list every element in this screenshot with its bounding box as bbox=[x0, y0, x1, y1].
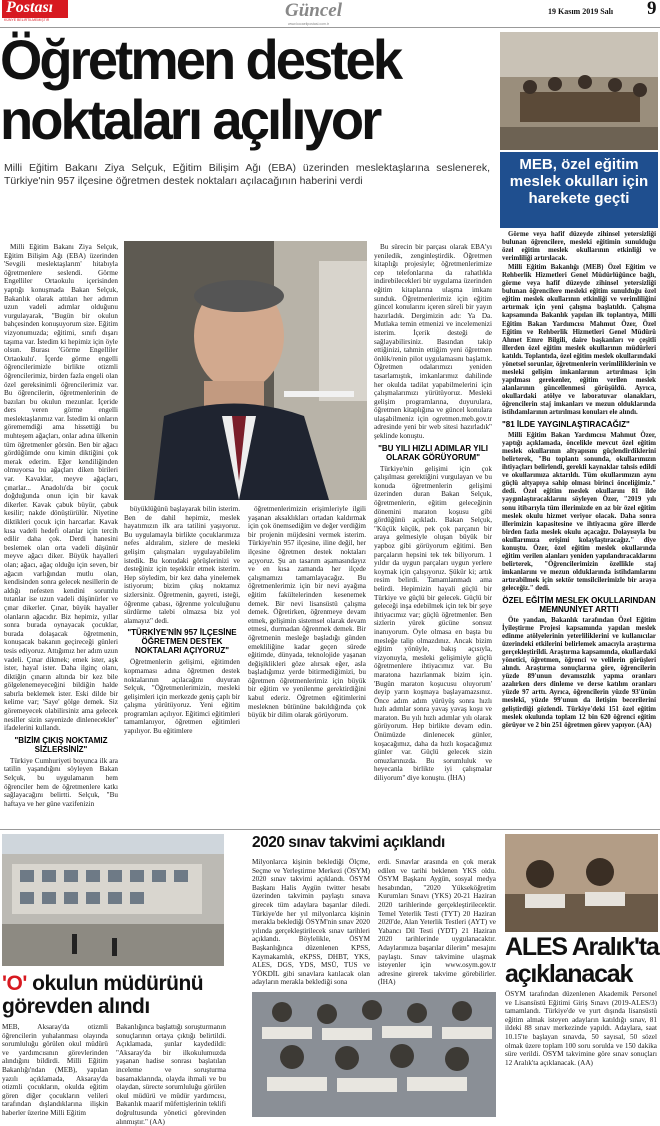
main-lead: Milli Eğitim Bakanı Ziya Selçuk, Eğitim Bilişim Ağı (EBA) üzerinden meslektaşlarına seslenerek, Türkiye'nin 957 ilçesine öğretmen destek noktaları açılacağının haberini verdi bbox=[4, 162, 490, 187]
issue-date: 19 Kasım 2019 Salı bbox=[548, 7, 614, 16]
section-title: Güncel bbox=[285, 0, 342, 21]
school-column-1: MEB, Aksaray'da otizmli öğrencilerin yuhalanması olayında sorumluluğu görülen okul müdürü ve yardımcısının görevlerinden alındığını bildirdi. Milli Eğitim Bakanlığı'ndan (MEB), yapılan yazılı açıklamada, Aksaray'da otizmli çocukların, okulda eğitim gören diğer çocukların velileri tarafından dışlandıklarına ilişkin haberler üzerine Milli Eğitim bbox=[2, 1023, 108, 1117]
main-col1-text: Milli Eğitim Bakanı Ziya Selçuk, Eğitim Bilişim Ağı (EBA) üzerinden 'Sevgili meslektaşlarım' hitabıyla öğretmenlere seslendi. Görme Engelliler Ortaokulu içerisinden yaptığı konuşmada Bakan Selçuk, Bakanlık olarak attıları her adımın uzun vadeli adımlar olduğunu vurgulayarak, "Bugün bir okulun bahçesinden konuşuyorum size. Eğitim vizyonumuzda; eğitimi, sınıfı dışarı taşıma var. İstedim ki hepimiz için öyle olsun. Burası 'Görme Engelliler Ortaokulu'. İçerde görme engelli öğrencilerimizle birlikte otizmli öğrencilerimiz, birden fazla engeli olan özel gereksinimli öğrencilerimiz var. Bu öğrencilerin, öğretmenlerinin de bazıları bu okulun mezunlar. İçeride ders veren görme engelli meslektaşlarımız var. İstedim ki onların görememdiği ama hissettiği bu muhteşem ağaçları, onlar adına ülkenin tüm öğretmenler görsün. Ben bir ağacı gördüğümde onu kimin diktiğini çok merak ederim. Eğer kendiliğinden olmuyorsa bu ağaçları diken birileri var. Kavaklar, meyve ağaçları, çınarlar... Anadolu'da bir çocuk doğduğunda onun için bir kavak dikerler. Kavak çabuk büyür, çabuk kesilir; nakde dönüştürülür. Niyetine diktikleri çocuk için harcarlar. Kavak kısa vadeli hedefi olanlar için tercih edilir daha çok. Derdi hanesini beslemek olan orta vadeli düşünür meyve ağacı diker. Büyük hayalleri olan; ağacı, ağaç olduğu için seven, bir ağacın varlığından mutlu olan, kendisinden sonra gelecek nesillerin de aldığı nefesten kendini sorumlu tutanlar ise uzun vadeli düşünürler ve çınar dikerler. Çınar, büyük hayaller olanların ağacıdır. Biz hepimiz, yıllar sonra burada oynayacak çocuklar, burada dolaşacak öğretmenin, konuşacak bakanın geçireceği günleri tesis ediyoruz. Attığımız her adım uzun vadeli. Çınar dikmek; emek ister, aşk ister, hayal ister. Daha ilginç olanı, diktiğin çınarın altında bir kez bile gölgelenemeyeceğini bildiğin halde sabırla beklemek ister. Eski dilde bir kelime var; 'Saye' gölge demek. Siz göremeyecek olabilirsiniz ama gelecek nesiller sizin sayenizde dinlenecekler" ifadelerini kullandı. bbox=[4, 243, 118, 733]
logo bbox=[2, 0, 68, 18]
main-subhead-2: "TÜRKİYE'NİN 957 İLÇESİNE ÖĞRETMEN DESTEK NOKTALARI AÇIYORUZ" bbox=[127, 628, 237, 656]
sidebar-text-3: Öte yandan, Bakanlık tarafından Özel Eğitim İyileştirme Projesi kapsamında yapılan meslek edinme atölyelerinin yeterliliklerini ve kullanıcılar üzerindeki etkilerini belirlemek amacıyla araştırma gerçekleştirildi. Araştırma kapsamında, okullardaki yönetici, öğretmen, öğrenci ve velilerin görüşleri alındı. Araştırma sonuçlarına göre, öğrencilerin yüzde 89'unun devamsızlık yapma oranları azalırken ders dinleme ve derse katılım oranları yüzde 97 arttı. Ayrıca, öğrencilerin yüzde 93'ünün meslekî, yüzde 99'unun da iletişim becerilerini geliştirdiği gözlendi. Türkiye'deki 151 özel eğitim meslek okulunda toplam 12 bin 620 öğrenci eğitim görüyor ve 2 bin 251 öğretmen görev yapıyor. (AA) bbox=[502, 617, 656, 729]
sidebar-text-2: Milli Eğitim Bakan Yardımcısı Mahmut Özer, yaptığı açıklamada, öncelikle mevcut özel eğitim meslek okullarının altyapısını güçlendirdiklerini belirterek, "Bu toplantı sonunda, okullarımızın ihtiyaçları belirlendi, gerekli kaynaklar tahsis edildi ve okullarımıza aktarıldı. Tüm okullarımızın aynı güçlü altyapıya sahip olması birinci önceliğimiz." dedi. Özel eğitim meslek okullarını 81 ilde yaygınlaştıracaklarını söyleyen Özer, "2019 yılı sonu itibarıyla tüm illerimizde en az bir özel eğitim meslek okulu hizmet veriyor olacak. Daha sonra illerimizin kapasitesine ve ihtiyacına göre illerde birden fazla meslek okulu açacağız. Dolayısıyla bu okullarımıza erişimi kolaylaştıracağız." diye konuştu. Özer, özel eğitim meslek okullarında eğitim verilen alanları yeniden yapılandıracaklarını belirterek, "Öğrencilerimizin özellikle staj imkanlarını ve mezun olduklarında istihdamlarını artırabilmek için sektör temsilcilerimizle bir araya geleceğiz." dedi. bbox=[502, 432, 656, 592]
minister-photo-art bbox=[124, 241, 367, 500]
main-col1-text-b: Türkiye Cumhuriyeti boyunca ilk ara tatilin yaşandığını söyleyen Bakan Selçuk, bu uygulamanın hem öğrenciler hem de öğretmenlere katkı sağlayacağını belirtti. Selçuk, "Bu haftaya ve her güne vazifenizin bbox=[4, 756, 118, 808]
school-headline-quote: 'O' bbox=[2, 972, 27, 995]
minister-photo bbox=[124, 241, 367, 500]
ales-photo bbox=[505, 834, 658, 932]
main-column-4 bbox=[374, 243, 492, 817]
headline-line-2: noktaları açılıyor bbox=[0, 88, 380, 151]
main-subhead-3: "BU YILI HIZLI ADIMLAR YILI OLARAK GÖRÜYORUM" bbox=[378, 443, 488, 462]
meeting-photo-art bbox=[500, 32, 658, 150]
sidebar-subhead-1: "81 İLDE YAYGINLAŞTIRACAĞIZ" bbox=[502, 420, 630, 430]
main-col4-text-b: Türkiye'nin gelişimi için çok çalışılması gerektiğini vurgulayan ve bu konuda öğretmenlerin gelişimi üzerinden duran Bakan Selçuk, öğretmenlerin, eğitim geleceğinin dönemini maraton koşusu gibi gördüğünü açıkladı. Bakan Selçuk, "Küçük küçük, pek çok parçanın bir araya gelmesiyle oluşan büyük bir yapboz gibi görüyorum eğitimi. Ben parçaların hepsini tek tek biliyorum. 1 yıldır da uygun parçaları uygun yerlere koymak için çalışıyoruz. Şükür ki; artık resim belirdi. Tamamlanmadı ama belirdi. Hepimizin hayali güçlü bir Türkiye ve güçlü bir gelecek. Güçlü bir geleceği inşa edebilmek için tek bir şeye ihtiyacımız var; güçlü öğretmenler. Ben sizlerin yürek gücüne sonsuz inanıyorum. Öyle olmasa en başta bu mesleğe talip olmazdınız. Ancak bizim eğitim yönüyle, bakış açısıyla, vizyonuyla, mesleki gelişimiyle güçlü öğretmenlere ihtiyacımız var. Bu maratona hazırlanmak bizim için. 'Bugün maraton koşucusu oluyorum' deyip yarın koşmaya başlayamazsınız. Önce adım adım yürüyüş sonra hızlı hızlı adımlar sonra yavaş yavaş koşu ve maraton. Bu yılı hızlı adımlar yılı olarak görüyorum. Hep birlikte devam edin. Önümüzde dinlenecek günler, koşacağımız, daha da hızlı koşacağımız günler var. Güçlü gelecek sizin omuzlarınızda. Bu sorumluluk ve heyecanla birlikte iyi çalışmalar diliyorum" diye konuştu. (İHA) bbox=[374, 464, 492, 783]
ales-body: ÖSYM tarafından düzenlenen Akademik Personel ve Lisansüstü Eğitimi Giriş Sınavı (2019-ALES/3) tamamlandı. Türkiye'de ve yurt dışında lisansüstü eğitim almak isteyen adayların katıldığı sınav, 81 ildeki 88 sınav merkezinde yapıldı. Adaylara, saat 10.15'te başlayan sınavda, 50 sayısal, 50 sözel olmak üzere toplam 100 soru sorulda ve 150 dakika süre verildi. ÖSYM takvimine göre sınav sonuçları 12 Aralık'ta açıklanacak. (AA) bbox=[505, 990, 657, 1067]
logo-tagline: KÜNYE BELİRTİLMEMİŞTİR bbox=[4, 18, 50, 22]
page-number: 9 bbox=[647, 0, 657, 19]
main-column-1 bbox=[4, 243, 118, 817]
meeting-photo bbox=[500, 32, 658, 150]
logo-text: Postası bbox=[6, 0, 54, 16]
sidebar-subhead-2: ÖZEL EĞİTİM MESLEK OKULLARINDAN MEMNUNİYET ARTTI bbox=[502, 596, 656, 615]
school-headline bbox=[2, 972, 224, 1018]
headline-line-1: Öğretmen destek bbox=[0, 28, 401, 91]
sidebar-headline: MEB, özel eğitim meslek okulları için harekete geçti bbox=[500, 152, 658, 228]
school-photo-art bbox=[2, 834, 224, 966]
main-col2-text-b: Öğretmenlerin gelişimi, eğitimden kopmaması adına öğretmen destek noktalarının açılacağını duyuran Selçuk, "Öğretmenlerimizin, mesleki gelişimleri için merkezde geniş çaplı bir çalışma yürütüyoruz. Yeni eğitim programları açılıyor. Eğitimci eğitimleri tamamlanıyor, öğretmen eğitimleri yapılıyor. Bu eğitimlere bbox=[124, 658, 240, 736]
ales-photo-art bbox=[505, 834, 658, 932]
sidebar-body bbox=[502, 231, 656, 827]
exam-photo bbox=[252, 992, 496, 1117]
main-subhead-1: "BİZİM ÇIKIŞ NOKTAMIZ SİZLERSİNİZ" bbox=[14, 735, 108, 754]
sinav-headline: 2020 sınav takvimi açıklandı bbox=[252, 834, 445, 851]
school-column-2: Bakanlığınca başlattığı soruşturmanın sonuçlarının ortaya çıktığı belirtildi. Açıklamada, şunlar kaydedildi: "Aksaray'da bir ilkokulumuzda yaşanan hadise sonrası başlatılan inceleme ve soruşturma basamaklarında, olayda ihmali ve bu olaydan, sürecte sorumluluğu görülen okul müdürü ve müdür yardımcısı, Bakanlık maarif müfettişlerinin teklifi doğrultusunda yönetici görevinden alınmıştır." (AA) bbox=[116, 1023, 226, 1126]
school-headline-text: okulun müdürünü görevden alındı bbox=[2, 972, 204, 1018]
sidebar-text-1: Milli Eğitim Bakanlığı (MEB) Özel Eğitim ve Rehberlik Hizmetleri Genel Müdürlüğünce bağlı, görme veya hafif düzeyde zihinsel yetersizliği bulunan öğrencilere mesleki eğitim sunulduğu özel eğitim meslek okullarının etkinliği ve verimliliğini artırmak için yeni çalışma başlatıldı. Çalışma kapsamında Bakanlık yapılan ilk toplantıya, Milli Eğitim Bakan Yardımcısı Mahmut Özer, Özel Eğitim ve Rehberlik Hizmetleri Genel Müdürü Ahmet Emre Bilgili, daire başkanları ve çeşitli illerden özel eğitim meslek okullarının müdürleri katıldı. Toplantıda, özel eğitim meslek okullarındaki yönetsel sorunlar, öğretmenlerin verimliliklerinin ve mesleki gelişim imkanlarının artırılması için yapılması gerekenler, eğitim verilen meslek alanlarının güncellenmesi görüşüldü. Ayrıca, okullardaki atölye ve laboratuvar olanakları, öğrencilerin staj imkanları ve mezun olduklarında istihdamlarının artırılması konuları ele alındı. bbox=[502, 264, 656, 417]
main-column-3 bbox=[248, 505, 366, 817]
main-col3-text: öğretmenlerimizin erişimleriyle ilgili yaşanan aksaklıkları ortadan kaldırmak için çok önemsediğim ve değer verdiğim bir projenin müjdesini vermek isterim. Türkiye'nin 957 ilçesine, iline değil, her ilçesine öğretmen destek noktaları açıyoruz. Şu an tasarım aşamasındayız ve en kısa zamanda her ilçede çalışmamızı tamamlayacağız. Bu öğretmenlerimiz için bir nevi ayağına eğitim fakültelerinden kesenemek demek. Bir nevi lisansüstü çalışma demek. Öğretirken, öğrenmeye devam etmek, gelişimin sistemsel olarak devam etmesi, durmadan öğrenmek demek. Bir öğretmenin mesleğe başladığı günden emekliliğine kadar geçen sürede eğitimde, dünyada, teknolojide yaşanan değişiklikleri göze alırsak eğer, asla başladığımız yerde bitirmediğimizi, bu öğretmen öğretmenlerimiz için büyük bir eğitim ve yenilenme gerektirdiğini kabul ederiz. Öğretmen eğitimlerini mesleknen bütününe bakıldığında çok büyük bir dilim olarak görüyorum. bbox=[248, 505, 366, 720]
site-url[interactable]: www.kocaelipostasi.com.tr bbox=[288, 22, 330, 26]
main-column-2 bbox=[124, 505, 240, 817]
masthead bbox=[0, 0, 660, 26]
sinav-column-2: erdi. Sınavlar arasında en çok merak edilen ve tarihi beklenen YKS oldu. ÖSYM Başkanı Aygün, sosyal medya hesabından, "2020 Yükseköğretim Kurumları Sınavı (YKS) 20-21 Haziran 2020 tarihlerinde gerçekleştirilecektir. Temel Yeterlik Testi (TYT) 20 Haziran 2020'de, Alan Yeterlik Testleri (AYT) ve Yabancı Dil Testi (YDT) 21 Haziran 2020 tarihlerinde uygulanacaktır. Adaylarımıza başarılar dilerim" mesajını paylaştı. Sınav takvimine ulaşmak isteyenler için www.osym.gov.tr adresine girerek takvime görebilirler. (İHA) bbox=[378, 858, 496, 987]
sidebar-lead: Görme veya hafif düzeyde zihinsel yetersizliği bulunan öğrencilere, mesleki eğitimin sunulduğu özel eğitim meslek okullarının etkinliği ve verimliliği artırılacak. bbox=[502, 231, 656, 263]
main-col2-text: büyüklüğünü başlayarak bilin isterim. Ben de dahil hepimiz, meslek hayatımızın ilk ara tatilini yaşıyoruz. Bu uygulamayla birlikte çocuklarımıza nefes aldıralım, sizlere de mesleki gelişim çalışmaları uygulayabilelim istedik. Bu konudaki görüşlerinizi ve desteğiniz için teşekkür etmek isterim. Hep söyledim, bir kez daha yinelemek istiyorum; bizim çıkış noktamız sizlersiniz. Öğretmenin, gayreti, isteği, öğrenme çabası, öğrenme yolculuğunu sürdürme talebi olmazsa biz yol alamayız" dedi. bbox=[124, 505, 240, 625]
school-photo bbox=[2, 834, 224, 966]
exam-photo-art bbox=[252, 992, 496, 1117]
ales-headline: ALES Aralık'ta açıklanacak bbox=[505, 933, 659, 988]
main-headline bbox=[0, 30, 475, 150]
sinav-column-1: Milyonlarca kişinin beklediği Ölçme, Seçme ve Yerleştirme Merkezi (ÖSYM) 2020 sınav takvimi açıklandı. ÖSYM Başkanı Halis Aygün twitter hesabı üzerinden takvimin paylaştı sınava girecek tüm adaylara başarılar diledi. Türkiye'de her yıl milyonlarca kişinin merakla beklediği ÖSYM'nin sınav 2020 yılında gerçekleştirilecek sınav tarihleri açıklandı. Böylelikle, ÖSYM Başkanlığınca düzenlenen KPSS, Kaymakamlık, eKPSS, DHBT, YKS, ALES, DGS, YDS, MSÜ, TUS ve YÖKDİL gibi sınavlara katılacak olan adayların merakla beklediği sona bbox=[252, 858, 370, 987]
main-col4-text: Bu sürecin bir parçası olarak EBA'yı yeniledik, zenginleştirdik. Öğretmen kitaplığı projesiyle; öğretmenlerimize cep telefonlarına da rahatlıkla indirebilecekleri bir uygulama üzerinden eğitim kitaplarına ulaşma imkanı sunduk. Öğretmenlerimiz için eğitim güncel konularını içeren süreli bir yayın hazırladık. Dergimizin adı: Ya Da. Mutlaka temin etmenizi ve incelemenizi isterim. İçerik desteği de sağlayabilirsiniz. Basından takip ettiğinizi, tahmin ettiğim yeni öğretmen önlük/renin pilot uygulamasını başlattık. Öğretmen odalarımızı yeniden tasarlamıştık, imkanlarımız dahilinde her okulda tadilat yapabilmelerini için çalışmalarımızı yürütüyoruz. Mesleki gelişim programlarına, duyurulara, öğretmen kitaplığına ve güncel konulara ulaşabilmeniz için ogretmen.meb.gov.tr adresinde yeni bir web sitesi hazırladık" şeklinde konuştu. bbox=[374, 243, 492, 441]
section-divider bbox=[0, 829, 660, 830]
